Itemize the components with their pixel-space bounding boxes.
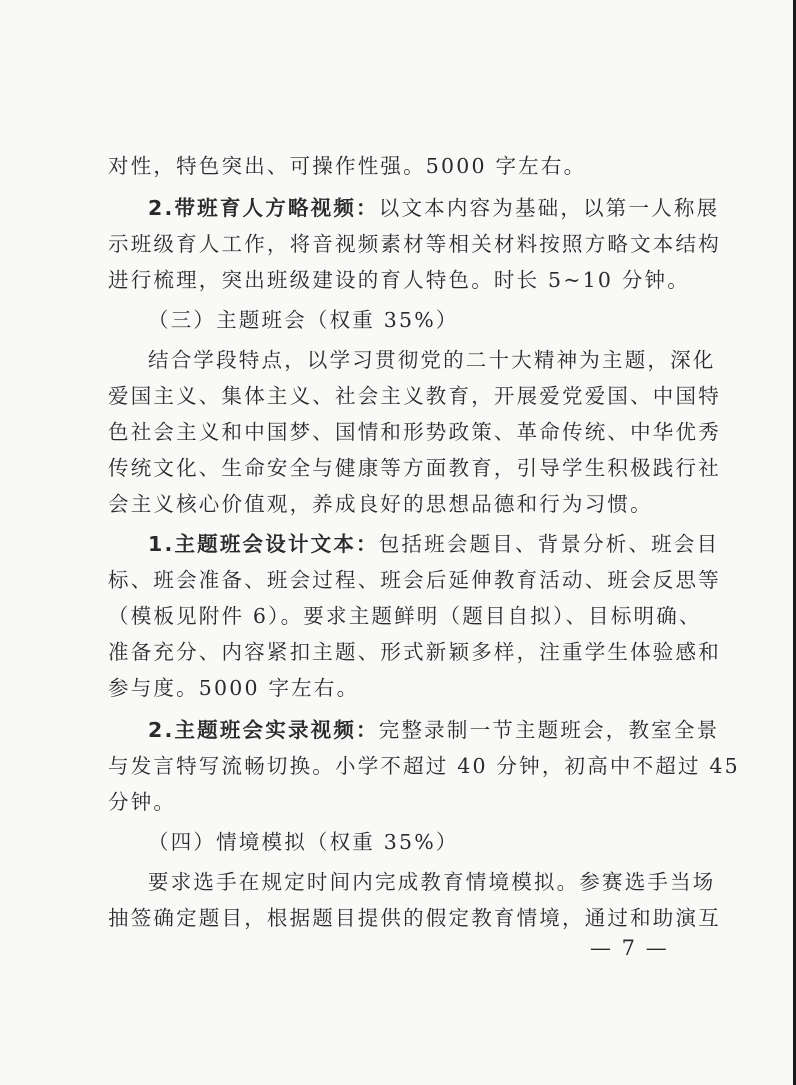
- text-line: 会主义核心价值观，养成良好的思想品德和行为习惯。: [108, 492, 653, 516]
- page-number: — 7 —: [590, 936, 669, 960]
- section-heading: （三）主题班会（权重 35%）: [148, 308, 459, 332]
- item-heading: 2.带班育人方略视频：: [148, 196, 379, 220]
- text-line: 2.主题班会实录视频：完整录制一节主题班会，教室全景: [148, 718, 720, 742]
- text-line: 抽签确定题目，根据题目提供的假定教育情境，通过和助演互: [108, 906, 721, 930]
- text-line: 色社会主义和中国梦、国情和形势政策、革命传统、中华优秀: [108, 420, 721, 444]
- text-line: 进行梳理，突出班级建设的育人特色。时长 5~10 分钟。: [108, 268, 690, 292]
- text-line: 结合学段特点，以学习贯彻党的二十大精神为主题，深化: [148, 348, 716, 372]
- text-line: 标、班会准备、班会过程、班会后延伸教育活动、班会反思等: [108, 568, 721, 592]
- text-line: 对性，特色突出、可操作性强。5000 字左右。: [108, 154, 587, 178]
- section-heading: （四）情境模拟（权重 35%）: [148, 830, 459, 854]
- text-line: 爱国主义、集体主义、社会主义教育，开展爱党爱国、中国特: [108, 384, 721, 408]
- text-line: 2.带班育人方略视频：以文本内容为基础，以第一人称展: [148, 196, 720, 220]
- text-line: 要求选手在规定时间内完成教育情境模拟。参赛选手当场: [148, 870, 716, 894]
- text-line: 示班级育人工作，将音视频素材等相关材料按照方略文本结构: [108, 232, 721, 256]
- text-line: （模板见附件 6）。要求主题鲜明（题目自拟）、目标明确、: [108, 604, 702, 628]
- text-line: 分钟。: [108, 790, 177, 814]
- text-line: 参与度。5000 字左右。: [108, 676, 360, 700]
- text-line: 1.主题班会设计文本：包括班会题目、背景分析、班会目: [148, 532, 720, 556]
- item-heading: 2.主题班会实录视频：: [148, 718, 379, 742]
- text-line: 准备充分、内容紧扣主题、形式新颖多样，注重学生体验感和: [108, 640, 721, 664]
- text-line: 传统文化、生命安全与健康等方面教育，引导学生积极践行社: [108, 456, 721, 480]
- text-line: 与发言特写流畅切换。小学不超过 40 分钟，初高中不超过 45: [108, 754, 740, 778]
- item-heading: 1.主题班会设计文本：: [148, 532, 379, 556]
